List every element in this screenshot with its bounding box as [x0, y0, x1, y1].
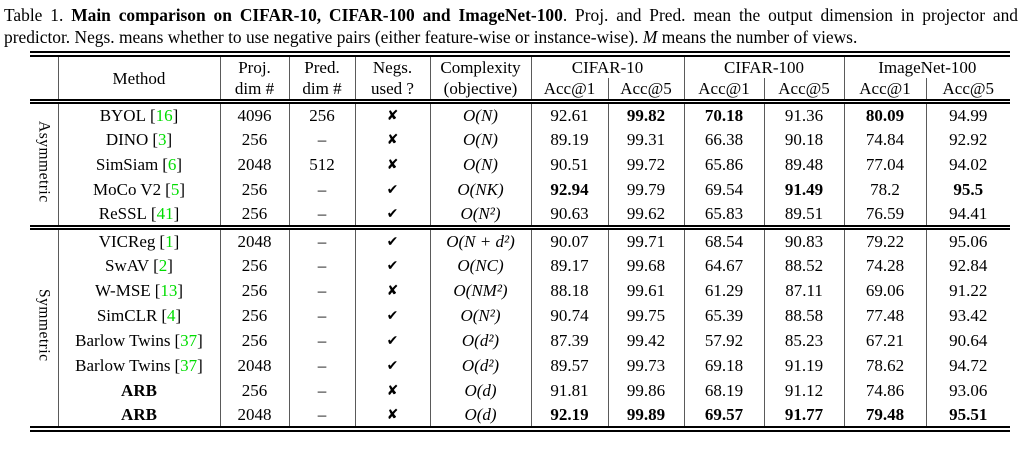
citation-ref[interactable] [153, 256, 173, 275]
group-label-text: Asymmetric [35, 121, 53, 203]
score-cell: 87.11 [764, 278, 844, 303]
table-row [30, 177, 1010, 202]
method-cell [58, 278, 220, 303]
complexity-value: O(NC) [457, 256, 504, 275]
score-cell: 99.86 [608, 378, 684, 403]
score-cell: 76.59 [844, 202, 926, 228]
group-label-symmetric [30, 228, 58, 430]
cross-icon: ✘ [386, 157, 399, 173]
score-cell: 66.38 [684, 127, 764, 152]
score-cell: 99.62 [608, 202, 684, 228]
complexity-value: O(NM²) [453, 281, 508, 300]
cite-bracket-close: ] [167, 256, 173, 275]
score-cell: 99.82 [608, 102, 684, 128]
negs-cell [355, 228, 430, 254]
negs-cell [355, 253, 430, 278]
complexity-value: O(N) [463, 106, 498, 125]
method-name: SimSiam [95, 155, 159, 174]
complexity-cell [430, 378, 531, 403]
group-label-asymmetric [30, 102, 58, 228]
pred-dim-cell: – [289, 177, 355, 202]
col-header-pred-line2: dim # [302, 79, 342, 98]
score-cell: 91.77 [764, 403, 844, 429]
negs-cell [355, 328, 430, 353]
cite-bracket-open: [ [159, 232, 166, 251]
col-header-cifar100: CIFAR-100 [684, 54, 844, 78]
complexity-cell [430, 152, 531, 177]
method-cell [58, 353, 220, 378]
pred-dim-cell: 256 [289, 102, 355, 128]
method-name: W-MSE [94, 281, 151, 300]
complexity-cell [430, 403, 531, 429]
cross-icon: ✘ [386, 283, 399, 299]
score-cell: 85.23 [764, 328, 844, 353]
cite-number[interactable]: 37 [180, 331, 198, 350]
table-header [30, 54, 1010, 102]
score-cell: 89.48 [764, 152, 844, 177]
complexity-value: O(d²) [461, 356, 500, 375]
complexity-cell [430, 127, 531, 152]
complexity-cell [430, 353, 531, 378]
table-row [30, 278, 1010, 303]
method-name: ReSSL [98, 204, 147, 223]
method-cell [58, 328, 220, 353]
cite-bracket-open: [ [150, 204, 157, 223]
method-cell [58, 177, 220, 202]
method-cell [58, 202, 220, 228]
cite-bracket-close: ] [179, 180, 186, 199]
cite-bracket-open: [ [165, 180, 171, 199]
cite-bracket-open: [ [174, 356, 181, 375]
col-header-negs-line1: Negs. [372, 58, 413, 77]
score-cell: 88.58 [764, 303, 844, 328]
col-header-cifar10-acc1: Acc@1 [531, 78, 608, 102]
method-name: Barlow Twins [75, 331, 171, 350]
negs-cell [355, 278, 430, 303]
cite-bracket-close: ] [173, 204, 180, 223]
method-name: ARB [121, 381, 157, 400]
score-cell: 69.54 [684, 177, 764, 202]
score-cell: 99.79 [608, 177, 684, 202]
method-name: BYOL [99, 106, 146, 125]
method-name: VICReg [98, 232, 156, 251]
complexity-value: O(d²) [461, 331, 500, 350]
table-row [30, 303, 1010, 328]
check-icon: ✔ [386, 234, 399, 250]
score-cell: 92.92 [926, 127, 1010, 152]
score-cell: 80.09 [844, 102, 926, 128]
score-cell: 68.19 [684, 378, 764, 403]
section-symmetric [30, 228, 1010, 430]
caption-math-var: M [642, 27, 658, 47]
complexity-cell [430, 253, 531, 278]
caption-tail: means the number of views. [657, 27, 858, 47]
method-cell [58, 102, 220, 128]
cross-icon: ✘ [386, 132, 399, 148]
score-cell: 78.62 [844, 353, 926, 378]
check-icon: ✔ [386, 333, 399, 349]
col-header-cifar100-acc1: Acc@1 [684, 78, 764, 102]
score-cell: 95.5 [926, 177, 1010, 202]
pred-dim-cell: – [289, 202, 355, 228]
score-cell: 65.86 [684, 152, 764, 177]
method-name: ARB [121, 405, 157, 424]
complexity-cell [430, 303, 531, 328]
col-header-cifar10: CIFAR-10 [531, 54, 684, 78]
table-row [30, 328, 1010, 353]
cite-bracket-open: [ [161, 306, 167, 325]
score-cell: 61.29 [684, 278, 764, 303]
corner-cell [30, 54, 58, 102]
score-cell: 93.06 [926, 378, 1010, 403]
score-cell: 90.18 [764, 127, 844, 152]
proj-dim-cell: 256 [220, 328, 289, 353]
cite-number[interactable]: 4 [166, 306, 176, 325]
score-cell: 99.72 [608, 152, 684, 177]
negs-cell [355, 353, 430, 378]
score-cell: 99.71 [608, 228, 684, 254]
score-cell: 93.42 [926, 303, 1010, 328]
pred-dim-cell: – [289, 127, 355, 152]
score-cell: 69.06 [844, 278, 926, 303]
negs-cell [355, 303, 430, 328]
cite-bracket-close: ] [166, 130, 173, 149]
score-cell: 65.39 [684, 303, 764, 328]
proj-dim-cell: 256 [220, 378, 289, 403]
cite-number[interactable]: 2 [158, 256, 168, 275]
score-cell: 92.61 [531, 102, 608, 128]
score-cell: 69.57 [684, 403, 764, 429]
check-icon: ✔ [386, 258, 399, 274]
score-cell: 92.94 [531, 177, 608, 202]
col-header-imagenet100: ImageNet-100 [844, 54, 1010, 78]
proj-dim-cell: 256 [220, 127, 289, 152]
score-cell: 68.54 [684, 228, 764, 254]
method-cell [58, 152, 220, 177]
table-row [30, 202, 1010, 228]
score-cell: 89.17 [531, 253, 608, 278]
citation-ref[interactable] [150, 106, 178, 125]
score-cell: 94.72 [926, 353, 1010, 378]
pred-dim-cell: – [289, 353, 355, 378]
col-header-negs [355, 54, 430, 102]
col-header-cifar10-acc5: Acc@5 [608, 78, 684, 102]
score-cell: 99.75 [608, 303, 684, 328]
table-row [30, 228, 1010, 254]
proj-dim-cell: 256 [220, 303, 289, 328]
score-cell: 79.22 [844, 228, 926, 254]
complexity-cell [430, 177, 531, 202]
pred-dim-cell: – [289, 378, 355, 403]
method-cell [58, 303, 220, 328]
col-header-complexity-line2: (objective) [443, 79, 518, 98]
cross-icon: ✘ [386, 108, 399, 124]
cite-bracket-close: ] [176, 155, 183, 174]
cite-number[interactable]: 16 [155, 106, 173, 125]
citation-ref[interactable] [151, 204, 179, 223]
table-row [30, 403, 1010, 429]
cite-bracket-close: ] [197, 356, 203, 375]
comparison-table [30, 51, 1010, 432]
check-icon: ✔ [386, 358, 399, 374]
cite-number[interactable]: 3 [158, 130, 167, 149]
score-cell: 94.02 [926, 152, 1010, 177]
cite-bracket-close: ] [172, 106, 179, 125]
complexity-value: O(N²) [460, 204, 501, 223]
proj-dim-cell: 256 [220, 278, 289, 303]
pred-dim-cell: – [289, 328, 355, 353]
score-cell: 79.48 [844, 403, 926, 429]
score-cell: 90.51 [531, 152, 608, 177]
score-cell: 89.57 [531, 353, 608, 378]
citation-ref[interactable] [152, 130, 172, 149]
score-cell: 57.92 [684, 328, 764, 353]
score-cell: 99.61 [608, 278, 684, 303]
method-cell [58, 253, 220, 278]
score-cell: 92.84 [926, 253, 1010, 278]
cite-bracket-open: [ [153, 256, 159, 275]
col-header-complexity [430, 54, 531, 102]
complexity-cell [430, 328, 531, 353]
pred-dim-cell: – [289, 303, 355, 328]
method-name: SwAV [105, 256, 150, 275]
pred-dim-cell: – [289, 228, 355, 254]
proj-dim-cell: 256 [220, 177, 289, 202]
proj-dim-cell: 4096 [220, 102, 289, 128]
complexity-value: O(NK) [457, 180, 504, 199]
score-cell: 90.07 [531, 228, 608, 254]
complexity-value: O(N) [463, 155, 498, 174]
col-header-cifar100-acc5: Acc@5 [764, 78, 844, 102]
table-row [30, 102, 1010, 128]
score-cell: 90.74 [531, 303, 608, 328]
citation-ref[interactable] [159, 232, 179, 251]
complexity-value: O(N²) [460, 306, 501, 325]
pred-dim-cell: – [289, 403, 355, 429]
score-cell: 64.67 [684, 253, 764, 278]
score-cell: 99.68 [608, 253, 684, 278]
score-cell: 88.52 [764, 253, 844, 278]
table-row [30, 253, 1010, 278]
proj-dim-cell: 256 [220, 202, 289, 228]
cite-number[interactable]: 41 [156, 204, 174, 223]
citation-ref[interactable] [155, 281, 183, 300]
col-header-pred [289, 54, 355, 102]
negs-cell [355, 403, 430, 429]
caption-label: Table 1. [4, 5, 72, 25]
negs-cell [355, 127, 430, 152]
pred-dim-cell: – [289, 253, 355, 278]
score-cell: 77.04 [844, 152, 926, 177]
method-name: MoCo V2 [92, 180, 162, 199]
complexity-cell [430, 228, 531, 254]
negs-cell [355, 202, 430, 228]
negs-cell [355, 152, 430, 177]
col-header-imagenet100-acc5: Acc@5 [926, 78, 1010, 102]
pred-dim-cell: – [289, 278, 355, 303]
table-row [30, 378, 1010, 403]
col-header-method: Method [58, 54, 220, 102]
score-cell: 94.99 [926, 102, 1010, 128]
cite-bracket-open: [ [149, 106, 156, 125]
method-cell [58, 378, 220, 403]
cite-bracket-close: ] [177, 281, 184, 300]
table-row [30, 152, 1010, 177]
caption-title: Main comparison on CIFAR-10, CIFAR-100 and ImageNet-100 [71, 5, 563, 25]
cite-bracket-open: [ [174, 331, 181, 350]
cite-number[interactable]: 1 [165, 232, 174, 251]
score-cell: 99.42 [608, 328, 684, 353]
proj-dim-cell: 256 [220, 253, 289, 278]
score-cell: 91.49 [764, 177, 844, 202]
score-cell: 74.86 [844, 378, 926, 403]
section-asymmetric [30, 102, 1010, 228]
complexity-value: O(d) [464, 381, 497, 400]
score-cell: 70.18 [684, 102, 764, 128]
table-caption [4, 4, 1018, 48]
cite-bracket-close: ] [197, 331, 203, 350]
score-cell: 87.39 [531, 328, 608, 353]
score-cell: 92.19 [531, 403, 608, 429]
cite-bracket-close: ] [173, 232, 180, 251]
citation-ref[interactable] [161, 306, 181, 325]
cite-bracket-open: [ [162, 155, 168, 174]
method-cell [58, 228, 220, 254]
cite-number[interactable]: 37 [180, 356, 198, 375]
proj-dim-cell: 2048 [220, 228, 289, 254]
score-cell: 88.18 [531, 278, 608, 303]
citation-ref[interactable] [162, 155, 182, 174]
score-cell: 91.22 [926, 278, 1010, 303]
col-header-proj-line2: dim # [234, 79, 275, 98]
table-row [30, 353, 1010, 378]
score-cell: 65.83 [684, 202, 764, 228]
col-header-proj [220, 54, 289, 102]
negs-cell [355, 378, 430, 403]
score-cell: 89.19 [531, 127, 608, 152]
method-name: DINO [105, 130, 149, 149]
complexity-cell [430, 202, 531, 228]
complexity-value: O(N + d²) [446, 232, 515, 251]
method-name: SimCLR [96, 306, 158, 325]
complexity-value: O(N) [463, 130, 498, 149]
cite-bracket-close: ] [175, 306, 182, 325]
cite-number[interactable]: 13 [160, 281, 178, 300]
score-cell: 95.06 [926, 228, 1010, 254]
score-cell: 99.89 [608, 403, 684, 429]
caption-body: . Proj. and Pred. mean the output dimension in projector and predictor. Negs. means whether to use negative pairs (either feature-wise or instance-wise). [4, 5, 1018, 47]
score-cell: 94.41 [926, 202, 1010, 228]
cross-icon: ✘ [386, 383, 399, 399]
citation-ref[interactable] [174, 331, 202, 350]
score-cell: 67.21 [844, 328, 926, 353]
negs-cell [355, 102, 430, 128]
check-icon: ✔ [386, 206, 399, 222]
score-cell: 74.84 [844, 127, 926, 152]
col-header-negs-line2: used ? [371, 79, 414, 98]
check-icon: ✔ [386, 182, 399, 198]
col-header-complexity-line1: Complexity [440, 58, 521, 77]
col-header-imagenet100-acc1: Acc@1 [844, 78, 926, 102]
proj-dim-cell: 2048 [220, 353, 289, 378]
cross-icon: ✘ [386, 407, 399, 423]
score-cell: 90.64 [926, 328, 1010, 353]
cite-number[interactable]: 6 [167, 155, 177, 174]
group-label-text: Symmetric [35, 289, 53, 362]
negs-cell [355, 177, 430, 202]
complexity-cell [430, 278, 531, 303]
score-cell: 95.51 [926, 403, 1010, 429]
method-name: Barlow Twins [75, 356, 171, 375]
check-icon: ✔ [386, 308, 399, 324]
col-header-proj-line1: Proj. [238, 58, 271, 77]
method-cell [58, 127, 220, 152]
citation-ref[interactable] [174, 356, 202, 375]
cite-bracket-open: [ [154, 281, 161, 300]
pred-dim-cell: 512 [289, 152, 355, 177]
score-cell: 90.63 [531, 202, 608, 228]
score-cell: 91.12 [764, 378, 844, 403]
score-cell: 78.2 [844, 177, 926, 202]
header-row-groups [30, 54, 1010, 78]
score-cell: 90.83 [764, 228, 844, 254]
score-cell: 99.31 [608, 127, 684, 152]
score-cell: 74.28 [844, 253, 926, 278]
method-cell [58, 403, 220, 429]
score-cell: 91.36 [764, 102, 844, 128]
table-row [30, 127, 1010, 152]
score-cell: 91.19 [764, 353, 844, 378]
proj-dim-cell: 2048 [220, 403, 289, 429]
cite-bracket-open: [ [152, 130, 158, 149]
score-cell: 89.51 [764, 202, 844, 228]
score-cell: 69.18 [684, 353, 764, 378]
complexity-cell [430, 102, 531, 128]
score-cell: 99.73 [608, 353, 684, 378]
proj-dim-cell: 2048 [220, 152, 289, 177]
score-cell: 91.81 [531, 378, 608, 403]
citation-ref[interactable] [165, 180, 185, 199]
col-header-pred-line1: Pred. [304, 58, 340, 77]
score-cell: 77.48 [844, 303, 926, 328]
cite-number[interactable]: 5 [170, 180, 180, 199]
complexity-value: O(d) [464, 405, 497, 424]
